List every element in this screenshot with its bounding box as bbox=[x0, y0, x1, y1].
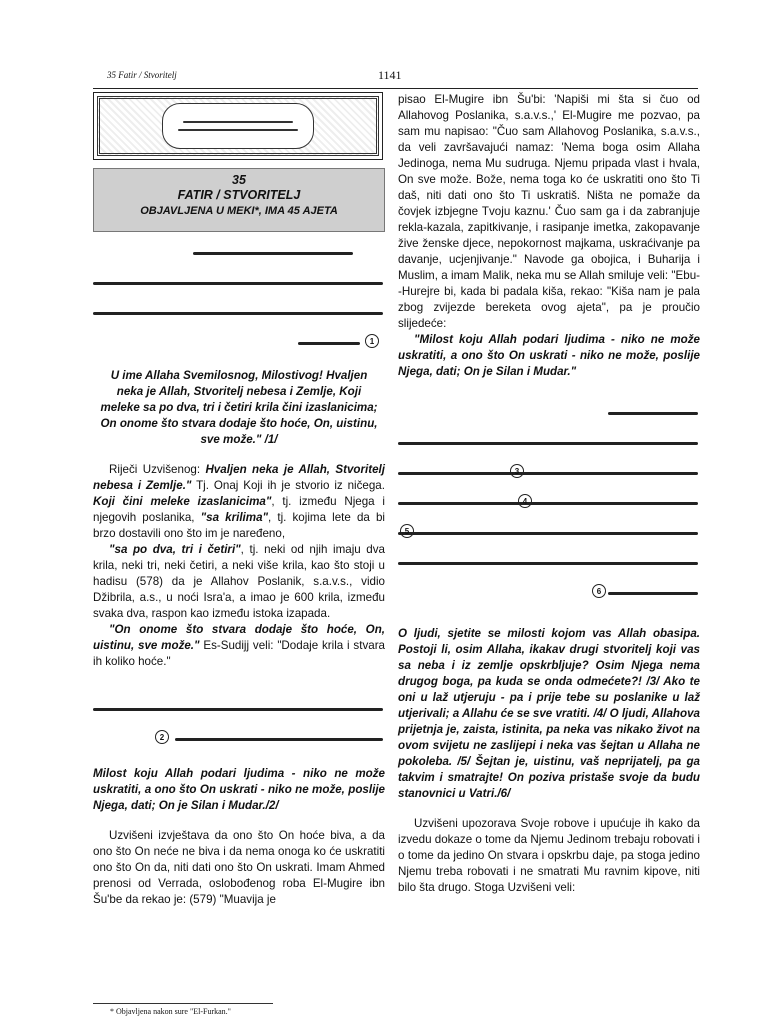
surah-heading bbox=[93, 168, 385, 232]
surah-number: 35 bbox=[232, 173, 246, 187]
surah-ornament bbox=[93, 92, 383, 160]
left-column bbox=[93, 92, 385, 908]
commentary-paragraph: Uzvišeni upozorava Svoje robove i upućuje ih kako da izvedu dokaze o tome da Njemu Jedinom trebaju robovati i o tome da jedino On stvara i opskrbu daje, pa stoga jedino Njemu treba robovati i ne smatrati Mu ravnim kipove, niti bilo šta drugo. Stoga Uzvišeni veli: bbox=[398, 817, 700, 894]
surah-title: FATIR / STVORITELJ bbox=[177, 188, 301, 202]
ayah-number-marker: 1 bbox=[365, 334, 379, 348]
arabic-verse-2 bbox=[93, 686, 385, 764]
running-header bbox=[93, 66, 698, 89]
page-number: 1141 bbox=[378, 68, 402, 82]
translation-ayah-2: Milost koju Allah podari ljudima - niko ne može uskratiti, a ono što On uskrati - niko ne može, poslije Njega, dati; On je Silan i Mudar./2/ bbox=[93, 767, 385, 812]
footnote: * Objavljena nakon sure "El-Furkan." bbox=[110, 1007, 231, 1016]
ayah-number-marker: 3 bbox=[510, 464, 524, 478]
right-column bbox=[398, 92, 700, 896]
commentary-paragraph: "sa po dva, tri i četiri", tj. neki od njih imaju dva krila, neki tri, neki četiri, a neki više krila, kao što stoji u hadisu (578) da je Allahov Poslanik, s.a.v.s., vidio Džibrila, a.s., u noći Isra'a, a imao je 600 krila, između svaka dva, raspon kao između istoka izapada. bbox=[93, 543, 385, 620]
footnote-divider bbox=[93, 1003, 273, 1004]
commentary-paragraph: "On onome što stvara dodaje što hoće, On, uistinu, sve može." Es-Sudijj veli: "Dodaje krila i stvara ih koliko hoće." bbox=[93, 623, 385, 668]
arabic-verses-3-6 bbox=[398, 400, 700, 624]
commentary-paragraph: Uzvišeni izvještava da ono što On hoće biva, a da ono što On neće ne biva i da nema onoga ko će uskratiti ono što On da, niti dati ono što On uskrati. Imam Ahmed prenosi od Verrada, oslobođenog roba El-Mugire ibn Šu'be da rekao je: (579) "Muavija je bbox=[93, 829, 385, 906]
ayah-number-marker: 4 bbox=[518, 494, 532, 508]
quoted-verse: "Milost koju Allah podari ljudima - niko ne može uskratiti, a ono što On uskrati - niko ne može, poslije Njega, dati; On je Silan i Mudar." bbox=[398, 333, 700, 378]
arabic-verse-1 bbox=[93, 238, 385, 368]
ayah-number-marker: 6 bbox=[592, 584, 606, 598]
translation-ayah-1: U ime Allaha Svemilosnog, Milostivog! Hvaljen neka je Allah, Stvoritelj nebesa i Zemlje, Koji meleke sa po dva, tri i četiri krila čini izaslanicima; On onome što stvara dodaje što hoće, On, uistinu, sve može." /1/ bbox=[100, 369, 378, 446]
ayah-number-marker: 2 bbox=[155, 730, 169, 744]
commentary-paragraph: Riječi Uzvišenog: Hvaljen neka je Allah, Stvoritelj nebesa i Zemlje." Tj. Onaj Koji ih je stvorio iz ničega. Koji čini meleke izaslanicima", tj. između Njega i njegovih poslanika, "sa krilima", tj. kojima lete da bi brzo dostavili ono što im je naređeno, bbox=[93, 463, 385, 540]
commentary-paragraph: pisao El-Mugire ibn Šu'bi: 'Napiši mi šta si čuo od Allahovog Poslanika, s.a.v.s.,' El-Mugire me pozvao, pa sam mu napisao: "Čuo sam Allahovog Poslanika, s.a.v.s., da veli završavajući namaz: 'Nema boga osim Allaha Jedinoga, nema Mu sudruga. Njemu pripada vlast i hvala, On sve može. Bože, nema toga ko će uskratiti ono što Ti daš, niti dati ono što Ti uskratiš. Ništa ne pomaže da čovjek izbjegne Tvoju kaznu.' Čuo sam ga i da zabranjuje rekla-kazala, zapitkivanje, i rasipanje imetka, zakopavanje žive ženske djece, nepokornost majkama, uskraćivanje pa davanje, ucjenjivanje." Navode ga obojica, i Buharija i Muslim, a imam Malik, neka mu se Allah smiluje veli: "Ebu--Hurejre bi, kada bi padala kiša, rekao: "Kiša nam je pala zbog zvijezde bereketa ovog ajeta", pa je proučio slijedeće: bbox=[398, 93, 700, 330]
arabic-surah-title bbox=[162, 103, 314, 149]
ayah-number-marker: 5 bbox=[400, 524, 414, 538]
surah-subtitle: OBJAVLJENA U MEKI*, IMA 45 AJETA bbox=[140, 205, 338, 217]
translation-ayah-3-6: O ljudi, sjetite se milosti kojom vas Allah obasipa. Postoji li, osim Allaha, ikakav drugi stvoritelj koji vas sa neba i iz zemlje opskrbljuje? Osim Njega nema drugog boga, pa kuda se onda odmećete?! /3/ Ako te oni u laž utjeruju - pa i prije tebe su poslanike u laž utjerivali; a Allahu će se sve vratiti. /4/ O ljudi, Allahova prijetnja je, zaista, istinita, pa neka vas nikako život na ovom svijetu ne zaslijepi i neka vas šejtan u Allaha ne pokoleba. /5/ Šejtan je, uistinu, vaš neprijatelj, pa ga takvim i smatrajte! On poziva pristaše svoje da budu stanovnici u Vatri./6/ bbox=[398, 627, 700, 800]
running-title: 35 Fatir / Stvoritelj bbox=[107, 70, 177, 80]
